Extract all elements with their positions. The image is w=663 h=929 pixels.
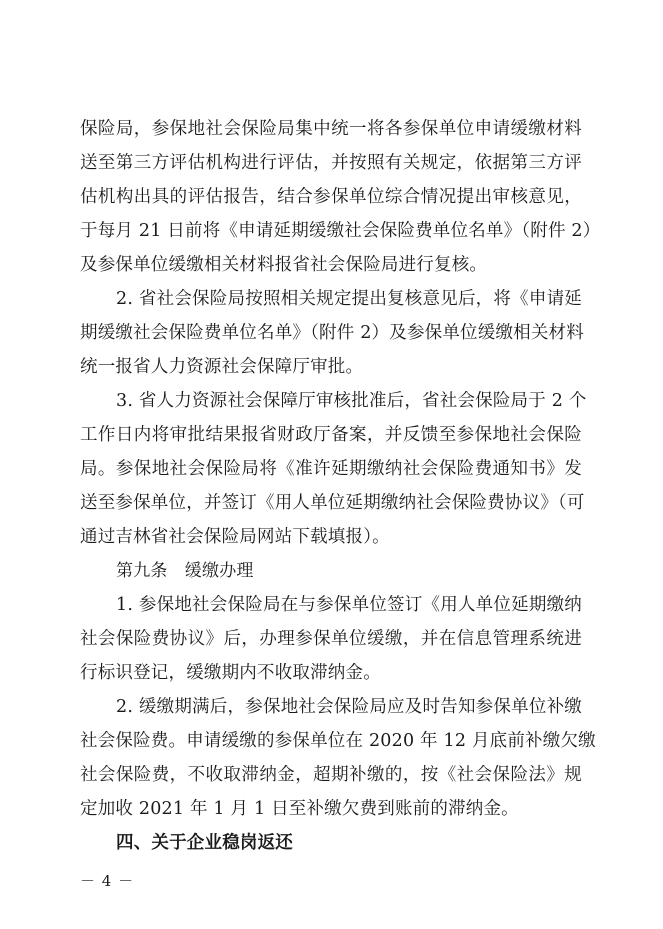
section-heading: 四、关于企业稳岗返还 [116,833,293,853]
page-number: － 4 － [80,872,135,890]
article-heading: 第九条 缓缴办理 [116,561,254,581]
text-line: 2. 缓缴期满后，参保地社会保险局应及时告知参保单位补缴 [116,697,582,717]
text-line: 2. 省社会保险局按照相关规定提出复核意见后，将《申请延 [116,289,582,309]
text-line: 统一报省人力资源社会保障厅审批。 [80,357,364,377]
text-line: 送至第三方评估机构进行评估，并按照有关规定，依据第三方评 [80,153,582,173]
document-body [80,112,601,860]
text-line: 社会保险费协议》后，办理参保单位缓缴，并在信息管理系统进 [80,629,582,649]
text-line: 3. 省人力资源社会保障厅审核批准后，省社会保险局于 2 个 [116,391,587,411]
text-line: 于每月 21 日前将《申请延期缓缴社会保险费单位名单》（附件 2） [80,221,601,241]
text-line: 社会保险费。申请缓缴的参保单位在 2020 年 12 月底前补缴欠缴 [80,731,596,751]
text-line: 定加收 2021 年 1 月 1 日至补缴欠费到账前的滞纳金。 [80,799,519,819]
text-line: 估机构出具的评估报告，结合参保单位综合情况提出审核意见， [80,187,582,207]
text-line: 1. 参保地社会保险局在与参保单位签订《用人单位延期缴纳 [116,595,582,615]
text-line: 保险局，参保地社会保险局集中统一将各参保单位申请缓缴材料 [80,119,582,139]
text-line: 通过吉林省社会保险局网站下载填报）。 [80,527,390,547]
text-line: 行标识登记，缓缴期内不收取滞纳金。 [80,663,381,683]
text-line: 工作日内将审批结果报省财政厅备案，并反馈至参保地社会保险 [80,425,582,445]
text-line: 社会保险费，不收取滞纳金，超期补缴的，按《社会保险法》规 [80,765,582,785]
text-line: 期缓缴社会保险费单位名单》（附件 2）及参保单位缓缴相关材料 [80,323,584,343]
text-line: 及参保单位缓缴相关材料报省社会保险局进行复核。 [80,255,488,275]
text-line: 送至参保单位，并签订《用人单位延期缴纳社会保险费协议》（可 [80,493,585,513]
text-line: 局。参保地社会保险局将《准许延期缴纳社会保险费通知书》发 [80,459,582,479]
